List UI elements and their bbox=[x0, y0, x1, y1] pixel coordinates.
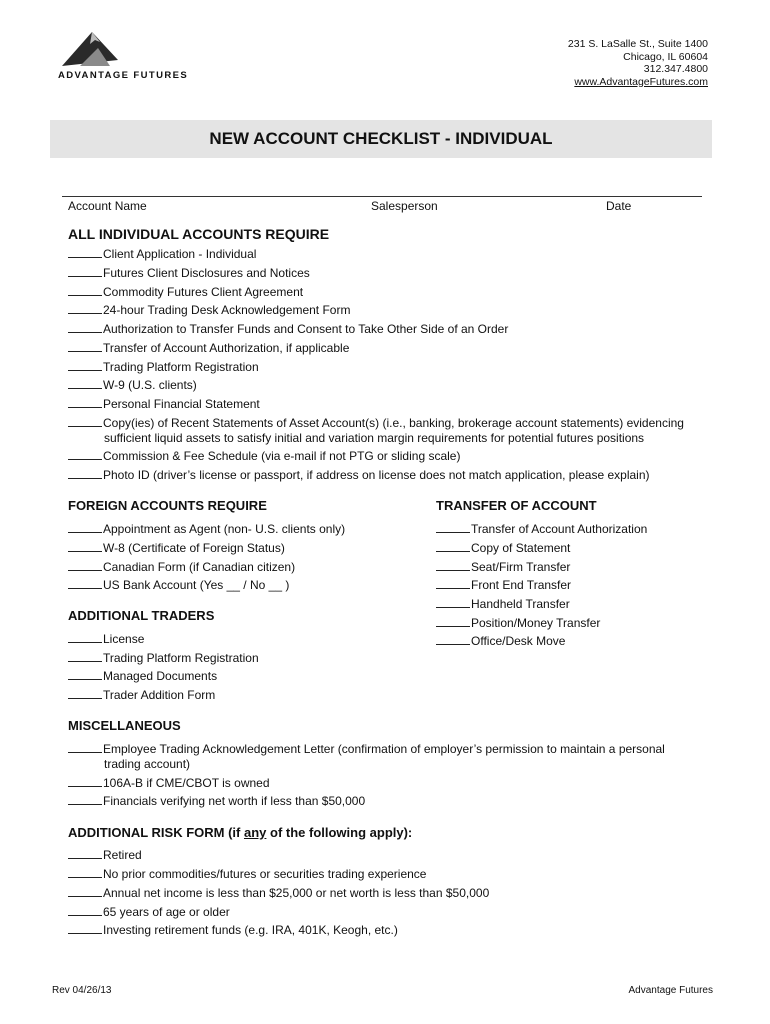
company-address bbox=[568, 38, 708, 88]
checklist-item[interactable]: Canadian Form (if Canadian citizen) bbox=[68, 560, 295, 575]
footer-company-name: Advantage Futures bbox=[628, 985, 713, 996]
foreign-accounts-heading: FOREIGN ACCOUNTS REQUIRE bbox=[68, 498, 267, 513]
check-blank[interactable] bbox=[68, 560, 102, 571]
mountain-logo-icon bbox=[62, 30, 118, 68]
logo-text: ADVANTAGE FUTURES bbox=[58, 70, 189, 81]
checklist-item[interactable]: 65 years of age or older bbox=[68, 905, 230, 920]
check-blank[interactable] bbox=[68, 378, 102, 389]
check-blank[interactable] bbox=[68, 867, 102, 878]
check-blank[interactable] bbox=[68, 923, 102, 934]
salesperson-label: Salesperson bbox=[371, 199, 438, 213]
checklist-item[interactable]: Commission & Fee Schedule (via e-mail if not PTG or sliding scale) bbox=[68, 449, 460, 464]
account-signature-line[interactable] bbox=[62, 196, 702, 197]
checklist-item[interactable]: Investing retirement funds (e.g. IRA, 401K, Keogh, etc.) bbox=[68, 923, 398, 938]
check-blank[interactable] bbox=[436, 578, 470, 589]
checklist-item[interactable]: Seat/Firm Transfer bbox=[436, 560, 570, 575]
checklist-item[interactable]: Personal Financial Statement bbox=[68, 397, 260, 412]
checklist-item[interactable]: Position/Money Transfer bbox=[436, 616, 600, 631]
check-blank[interactable] bbox=[68, 468, 102, 479]
check-blank[interactable] bbox=[68, 632, 102, 643]
checklist-item[interactable]: W-9 (U.S. clients) bbox=[68, 378, 197, 393]
additional-risk-form-heading: ADDITIONAL RISK FORM (if any of the following apply): bbox=[68, 825, 413, 840]
check-blank[interactable] bbox=[68, 397, 102, 408]
additional-traders-heading: ADDITIONAL TRADERS bbox=[68, 608, 215, 623]
checklist-item[interactable]: Appointment as Agent (non- U.S. clients only) bbox=[68, 522, 345, 537]
address-street: 231 S. LaSalle St., Suite 1400 bbox=[567, 38, 708, 50]
check-blank[interactable] bbox=[68, 669, 102, 680]
check-blank[interactable] bbox=[68, 266, 102, 277]
company-logo bbox=[58, 30, 188, 84]
checklist-item[interactable]: Handheld Transfer bbox=[436, 597, 570, 612]
date-label: Date bbox=[606, 199, 632, 213]
title-bar bbox=[50, 120, 712, 158]
check-blank[interactable] bbox=[436, 597, 470, 608]
check-blank[interactable] bbox=[68, 848, 102, 859]
check-blank[interactable] bbox=[68, 522, 102, 533]
transfer-of-account-heading: TRANSFER OF ACCOUNT bbox=[436, 498, 597, 513]
check-blank[interactable] bbox=[68, 651, 102, 662]
check-blank[interactable] bbox=[436, 541, 470, 552]
check-blank[interactable] bbox=[436, 522, 470, 533]
checklist-item[interactable]: License bbox=[68, 632, 144, 647]
check-blank[interactable] bbox=[68, 247, 102, 258]
checklist-item[interactable]: Transfer of Account Authorization bbox=[436, 522, 647, 537]
address-website-link[interactable]: www.AdvantageFutures.com bbox=[574, 75, 708, 88]
checklist-item[interactable]: Employee Trading Acknowledgement Letter (confirmation of employer’s permission to maintain a personal bbox=[68, 742, 665, 757]
checklist-item[interactable]: 106A-B if CME/CBOT is owned bbox=[68, 776, 270, 791]
checklist-item[interactable]: Client Application - Individual bbox=[68, 247, 256, 262]
checklist-item[interactable]: Copy(ies) of Recent Statements of Asset Account(s) (i.e., banking, brokerage account statements) evidencing bbox=[68, 416, 684, 431]
address-city: Chicago, IL 60604 bbox=[623, 50, 708, 63]
checklist-item[interactable]: No prior commodities/futures or securities trading experience bbox=[68, 867, 426, 882]
checklist-item[interactable]: Authorization to Transfer Funds and Consent to Take Other Side of an Order bbox=[68, 322, 508, 337]
checklist-item[interactable]: Transfer of Account Authorization, if applicable bbox=[68, 341, 349, 356]
checklist-item[interactable]: Trading Platform Registration bbox=[68, 360, 259, 375]
check-blank[interactable] bbox=[68, 449, 102, 460]
check-blank[interactable] bbox=[68, 416, 102, 427]
revision-date: Rev 04/26/13 bbox=[52, 985, 112, 996]
account-name-label: Account Name bbox=[68, 199, 147, 213]
check-blank[interactable] bbox=[436, 616, 470, 627]
checklist-item[interactable]: Commodity Futures Client Agreement bbox=[68, 285, 303, 300]
check-blank[interactable] bbox=[68, 285, 102, 296]
check-blank[interactable] bbox=[436, 560, 470, 571]
checklist-item[interactable]: US Bank Account (Yes __ / No __ ) bbox=[68, 578, 289, 593]
checklist-item-continuation: sufficient liquid assets to satisfy initial and variation margin requirements for potential futures positions bbox=[104, 431, 645, 445]
check-blank[interactable] bbox=[68, 541, 102, 552]
checklist-item[interactable]: Financials verifying net worth if less than $50,000 bbox=[68, 794, 365, 809]
check-blank[interactable] bbox=[68, 794, 102, 805]
checklist-item-continuation: trading account) bbox=[104, 757, 191, 771]
checklist-item[interactable]: Trading Platform Registration bbox=[68, 651, 259, 666]
check-blank[interactable] bbox=[68, 905, 102, 916]
checklist-item[interactable]: Retired bbox=[68, 848, 142, 863]
checklist-item[interactable]: 24-hour Trading Desk Acknowledgement Form bbox=[68, 303, 350, 318]
check-blank[interactable] bbox=[68, 360, 102, 371]
all-individual-heading: ALL INDIVIDUAL ACCOUNTS REQUIRE bbox=[68, 226, 330, 242]
check-blank[interactable] bbox=[68, 578, 102, 589]
checklist-item[interactable]: Photo ID (driver’s license or passport, if address on license does not match application, please explain) bbox=[68, 468, 650, 483]
address-phone: 312.347.4800 bbox=[643, 63, 708, 75]
checklist-item[interactable]: Front End Transfer bbox=[436, 578, 571, 593]
miscellaneous-heading: MISCELLANEOUS bbox=[68, 718, 181, 733]
check-blank[interactable] bbox=[68, 322, 102, 333]
checklist-item[interactable]: Office/Desk Move bbox=[436, 634, 565, 649]
checklist-item[interactable]: Futures Client Disclosures and Notices bbox=[68, 266, 310, 281]
check-blank[interactable] bbox=[68, 303, 102, 314]
check-blank[interactable] bbox=[68, 886, 102, 897]
checklist-item[interactable]: Trader Addition Form bbox=[68, 688, 215, 703]
checklist-item[interactable]: W-8 (Certificate of Foreign Status) bbox=[68, 541, 285, 556]
check-blank[interactable] bbox=[436, 634, 470, 645]
check-blank[interactable] bbox=[68, 341, 102, 352]
check-blank[interactable] bbox=[68, 742, 102, 753]
check-blank[interactable] bbox=[68, 776, 102, 787]
checklist-item[interactable]: Managed Documents bbox=[68, 669, 217, 684]
checklist-item[interactable]: Copy of Statement bbox=[436, 541, 570, 556]
page-title: NEW ACCOUNT CHECKLIST - INDIVIDUAL bbox=[209, 129, 553, 148]
check-blank[interactable] bbox=[68, 688, 102, 699]
checklist-item[interactable]: Annual net income is less than $25,000 or net worth is less than $50,000 bbox=[68, 886, 489, 901]
